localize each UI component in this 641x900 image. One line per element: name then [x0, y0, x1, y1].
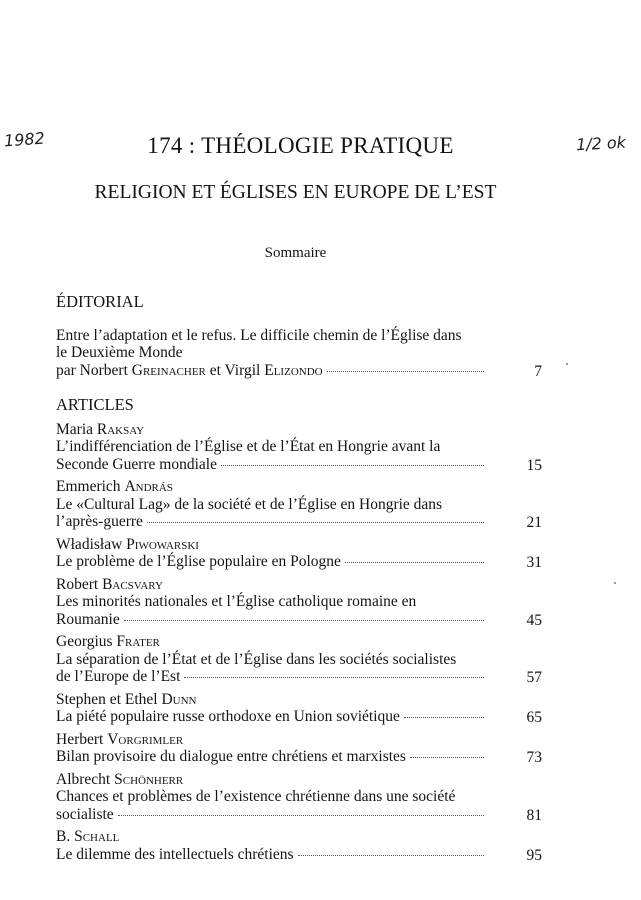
article-title-line: l’après-guerre	[56, 513, 143, 530]
author-last-name: Frater	[116, 633, 160, 650]
article-title-line: Chances et problèmes de l’existence chrétienne dans une société	[56, 788, 456, 805]
author-last-name: Vorgrimler	[107, 730, 184, 748]
dot-leader	[298, 854, 484, 856]
editorial-entry	[56, 327, 542, 380]
article-title-line: Le dilemme des intellectuels chrétiens	[56, 845, 294, 863]
article-entry	[56, 536, 542, 571]
author-first-name: Robert	[56, 575, 103, 593]
editorial-author-2: Elizondo	[264, 361, 323, 379]
article-author	[56, 536, 542, 554]
article-title-line: Roumanie	[56, 610, 120, 628]
author-last-name: Raksay	[96, 420, 145, 438]
dot-leader	[327, 370, 484, 372]
article-entry	[56, 691, 542, 726]
page-number: 73	[526, 749, 542, 766]
editorial-title-line: Entre l’adaptation et le refus. Le difficile chemin de l’Église dans	[56, 326, 462, 344]
author-first-name: Władisław	[56, 535, 127, 553]
article-entry	[56, 828, 542, 863]
article-title-line: Le «Cultural Lag» de la société et de l’Église en Hongrie dans	[56, 495, 443, 513]
dot-leader	[345, 561, 484, 563]
author-first-name: Maria	[56, 420, 97, 438]
article-author	[56, 771, 542, 789]
author-last-name: Schall	[74, 828, 120, 845]
article-author	[56, 478, 542, 496]
author-first-name: Georgius	[56, 633, 117, 650]
article-entry	[56, 771, 542, 824]
article-author	[56, 421, 542, 439]
article-title-line: Les minorités nationales et l’Église catholique romaine en	[56, 593, 417, 610]
page-number: 31	[526, 554, 542, 571]
scan-speck	[614, 582, 616, 584]
article-title-line: Le problème de l’Église populaire en Pologne	[56, 553, 341, 570]
article-title-line: L’indifférenciation de l’Église et de l’État en Hongrie avant la	[56, 438, 441, 455]
author-first-name: Stephen et Ethel	[56, 690, 162, 708]
article-author	[56, 828, 542, 846]
dot-leader	[118, 814, 484, 816]
article-title-line: La séparation de l’État et de l’Église dans les sociétés socialistes	[56, 650, 457, 668]
article-title-line: La piété populaire russe orthodoxe en Union soviétique	[56, 708, 400, 725]
page-number: 95	[526, 846, 542, 864]
article-author	[56, 691, 542, 709]
article-title-line: de l’Europe de l’Est	[56, 668, 181, 685]
article-title-line: socialiste	[56, 805, 114, 823]
author-first-name: Albrecht	[56, 770, 115, 788]
editorial-by: par Norbert	[56, 361, 132, 379]
issue-subtitle: RELIGION ET ÉGLISES EN EUROPE DE L’EST	[94, 182, 497, 203]
editorial-title-line: le Deuxième Monde	[56, 344, 183, 361]
editorial-author-1: Greinacher	[131, 361, 206, 379]
editorial-and: et Virgil	[205, 361, 265, 379]
author-last-name: Dunn	[161, 690, 197, 708]
author-last-name: Piwowarski	[126, 535, 199, 553]
articles-heading: ARTICLES	[56, 395, 134, 414]
article-list	[56, 421, 542, 864]
author-first-name: B.	[56, 828, 75, 845]
page-number: 7	[534, 362, 542, 380]
article-title-line: Seconde Guerre mondiale	[56, 455, 217, 473]
author-first-name: Herbert	[56, 730, 108, 748]
dot-leader	[404, 716, 484, 718]
page-number: 45	[526, 611, 542, 629]
dot-leader	[124, 619, 484, 621]
article-entry	[56, 478, 542, 531]
scan-speck	[566, 363, 568, 365]
page-number: 21	[526, 514, 542, 531]
article-title-line: Bilan provisoire du dialogue entre chrétiens et marxistes	[56, 748, 406, 765]
author-last-name: András	[124, 478, 173, 495]
article-entry	[56, 731, 542, 766]
table-of-contents	[56, 293, 542, 868]
dot-leader	[184, 676, 484, 678]
page-number: 15	[526, 456, 542, 474]
dot-leader	[410, 756, 484, 758]
author-first-name: Emmerich	[56, 478, 125, 495]
handwritten-check-note: 1/2 ok	[575, 132, 627, 155]
page-number: 81	[526, 806, 542, 824]
handwritten-year-note: 1982	[3, 128, 46, 151]
issue-title: 174 : THÉOLOGIE PRATIQUE	[147, 133, 454, 158]
article-entry	[56, 576, 542, 629]
article-entry	[56, 421, 542, 474]
article-author	[56, 633, 542, 651]
page-number: 65	[526, 709, 542, 726]
author-last-name: Bacsvary	[102, 575, 163, 593]
editorial-heading: ÉDITORIAL	[56, 292, 144, 311]
page-number: 57	[526, 669, 542, 686]
author-last-name: Schönherr	[114, 770, 184, 788]
contents-label: Sommaire	[264, 245, 327, 261]
article-author	[56, 576, 542, 594]
article-author	[56, 731, 542, 749]
dot-leader	[147, 521, 484, 523]
article-entry	[56, 633, 542, 686]
dot-leader	[221, 464, 484, 466]
